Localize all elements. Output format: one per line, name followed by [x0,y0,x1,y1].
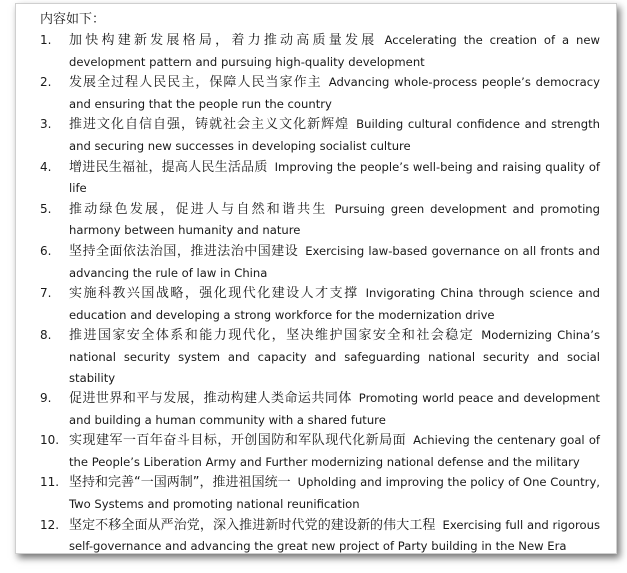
item-chinese-text: 推进文化自信自强，铸就社会主义文化新辉煌 [69,117,350,133]
list-item [40,199,600,241]
list-item [40,472,600,514]
item-number: 7. [40,286,52,301]
list-item [40,114,600,156]
item-number: 10. [40,433,60,448]
item-english-text: Promoting world peace and development and building a human community with a shared future [69,391,600,427]
item-english-text: Exercising law-based governance on all fronts and advancing the rule of law in China [69,243,600,280]
item-chinese-text: 实现建军一百年奋斗目标，开创国防和军队现代化新局面 [69,433,407,449]
item-chinese-text: 促进世界和平与发展，推动构建人类命运共同体 [69,391,352,407]
item-english-text: Exercising full and rigorous self-governance and advancing the great new project of Party building in the New Era [69,517,600,554]
item-chinese-text: 增进民生福祉，提高人民生活品质 [69,159,268,175]
list-item [40,515,600,557]
item-english-text: Improving the people’s well-being and raising quality of life [69,159,600,196]
item-number: 5. [40,201,52,216]
item-number: 3. [40,117,52,132]
list-item [40,283,600,325]
item-english-text: Modernizing China’s national security system and capacity and safeguarding national security and social stability [69,328,600,385]
list-item [40,430,600,472]
item-chinese-text: 坚持全面依法治国，推进法治中国建设 [69,243,299,259]
document-page [15,3,617,554]
item-english-text: Pursuing green development and promoting harmony between humanity and nature [69,201,600,238]
item-chinese-text: 坚持和完善“一国两制”，推进祖国统一 [69,475,291,491]
list-item [40,241,600,283]
item-number: 2. [40,75,52,90]
list-item [40,72,600,114]
item-number: 9. [40,391,52,406]
item-number: 8. [40,328,52,343]
item-chinese-text: 推进国家安全体系和能力现代化，坚决维护国家安全和社会稳定 [69,328,475,344]
item-english-text: Advancing whole-process people’s democracy and ensuring that the people run the country [69,75,600,111]
item-number: 1. [40,33,52,47]
list-item [40,30,600,72]
item-english-text: Accelerating the creation of a new development pattern and pursuing high-quality development [69,33,600,69]
item-number: 11. [40,475,60,490]
list-item [40,388,600,430]
list-item [40,157,600,199]
document-content [40,10,600,557]
item-number: 12. [40,517,60,532]
item-number: 6. [40,243,52,258]
item-chinese-text: 坚定不移全面从严治党，深入推进新时代党的建设新的伟大工程 [69,517,436,533]
item-chinese-text: 发展全过程人民民主，保障人民当家作主 [69,75,322,91]
item-number: 4. [40,159,52,174]
intro-heading: 内容如下： [40,12,106,27]
item-english-text: Upholding and improving the policy of One Country, Two Systems and promoting national reunification [69,475,600,512]
list-item [40,325,600,388]
item-english-text: Building cultural confidence and strength and securing new successes in developing socialist culture [69,117,600,153]
item-english-text: Achieving the centenary goal of the People’s Liberation Army and Further modernizing national defense and the military [69,433,600,469]
item-chinese-text: 实施科教兴国战略，强化现代化建设人才支撑 [69,286,359,302]
item-english-text: Invigorating China through science and education and developing a strong workforce for the modernization drive [69,286,600,322]
item-chinese-text: 推动绿色发展，促进人与自然和谐共生 [69,201,328,217]
item-chinese-text: 加快构建新发展格局，着力推动高质量发展 [69,33,378,48]
priorities-list [40,30,600,557]
